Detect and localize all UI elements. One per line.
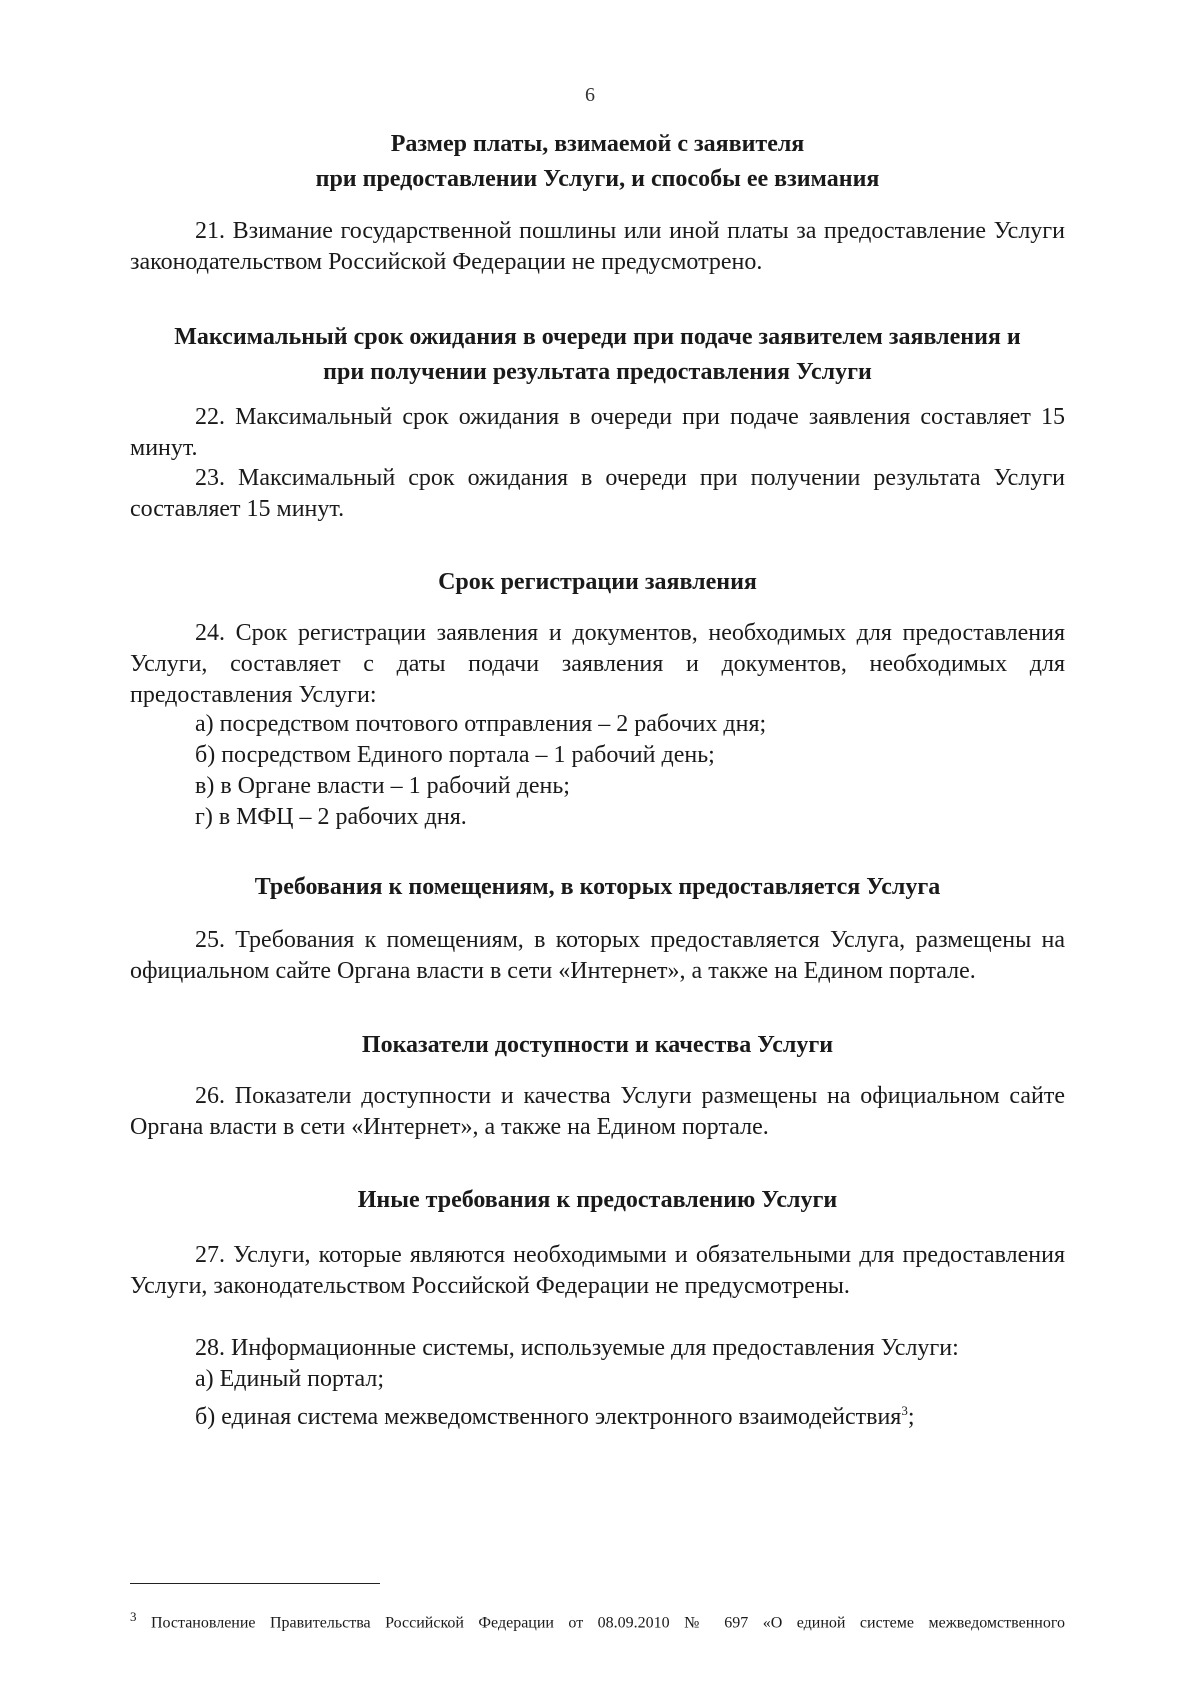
paragraph-28: 28. Информационные системы, используемые для предоставления Услуги:: [195, 1335, 959, 1361]
section-heading-other: Иные требования к предоставлению Услуги: [357, 1187, 838, 1213]
paragraph-22: 22. Максимальный срок ожидания в очереди при подаче заявления составляет 15 минут.: [130, 404, 1065, 461]
list-item: а) Единый портал;: [195, 1366, 384, 1392]
footnote-text: Постановление Правительства Российской Федерации от 08.09.2010 № 697 «О единой системе межведомственного: [150, 1614, 1065, 1632]
heading-line: при получении результата предоставления Услуги: [323, 359, 872, 385]
section-heading-premises: Требования к помещениям, в которых предоставляется Услуга: [254, 874, 941, 900]
list-item-with-footnote: [195, 1395, 1065, 1433]
page-number: 6: [585, 84, 595, 106]
footnote: [130, 1606, 1065, 1634]
paragraph-24: 24. Срок регистрации заявления и документов, необходимых для предоставления Услуги, составляет с даты подачи заявления и документов, необходимых для предоставления Услуги:: [130, 620, 1065, 708]
paragraph-25: 25. Требования к помещениям, в которых предоставляется Услуга, размещены на официальном сайте Органа власти в сети «Интернет», а также на Едином портале.: [130, 927, 1065, 984]
list-item: б) посредством Единого портала – 1 рабочий день;: [195, 742, 715, 768]
list-item: г) в МФЦ – 2 рабочих дня.: [195, 804, 467, 830]
paragraph-21: 21. Взимание государственной пошлины или иной платы за предоставление Услуги законодательством Российской Федерации не предусмотрено.: [130, 218, 1065, 275]
paragraph-27: 27. Услуги, которые являются необходимыми и обязательными для предоставления Услуги, законодательством Российской Федерации не предусмотрены.: [130, 1242, 1065, 1299]
list-item-end: ;: [907, 1404, 915, 1430]
section-heading-quality: Показатели доступности и качества Услуги: [361, 1032, 834, 1058]
section-heading-fee: [130, 127, 1065, 197]
list-item-text: б) единая система межведомственного электронного взаимодействия: [195, 1404, 902, 1430]
footnote-separator: [130, 1583, 380, 1584]
paragraph-23: 23. Максимальный срок ожидания в очереди при получении результата Услуги составляет 15 минут.: [130, 465, 1065, 522]
section-heading-queue: [130, 320, 1065, 390]
footnote-ref: 3: [901, 1403, 908, 1418]
section-heading-registration: Срок регистрации заявления: [438, 569, 757, 595]
heading-line: при предоставлении Услуги, и способы ее взимания: [315, 166, 880, 192]
heading-line: Размер платы, взимаемой с заявителя: [390, 131, 805, 157]
footnote-mark: 3: [130, 1609, 137, 1624]
list-item: а) посредством почтового отправления – 2 рабочих дня;: [195, 711, 767, 737]
list-item: в) в Органе власти – 1 рабочий день;: [195, 773, 570, 799]
paragraph-26: 26. Показатели доступности и качества Услуги размещены на официальном сайте Органа власти в сети «Интернет», а также на Едином портале.: [130, 1083, 1065, 1140]
heading-line: Максимальный срок ожидания в очереди при подаче заявителем заявления и: [174, 324, 1021, 350]
